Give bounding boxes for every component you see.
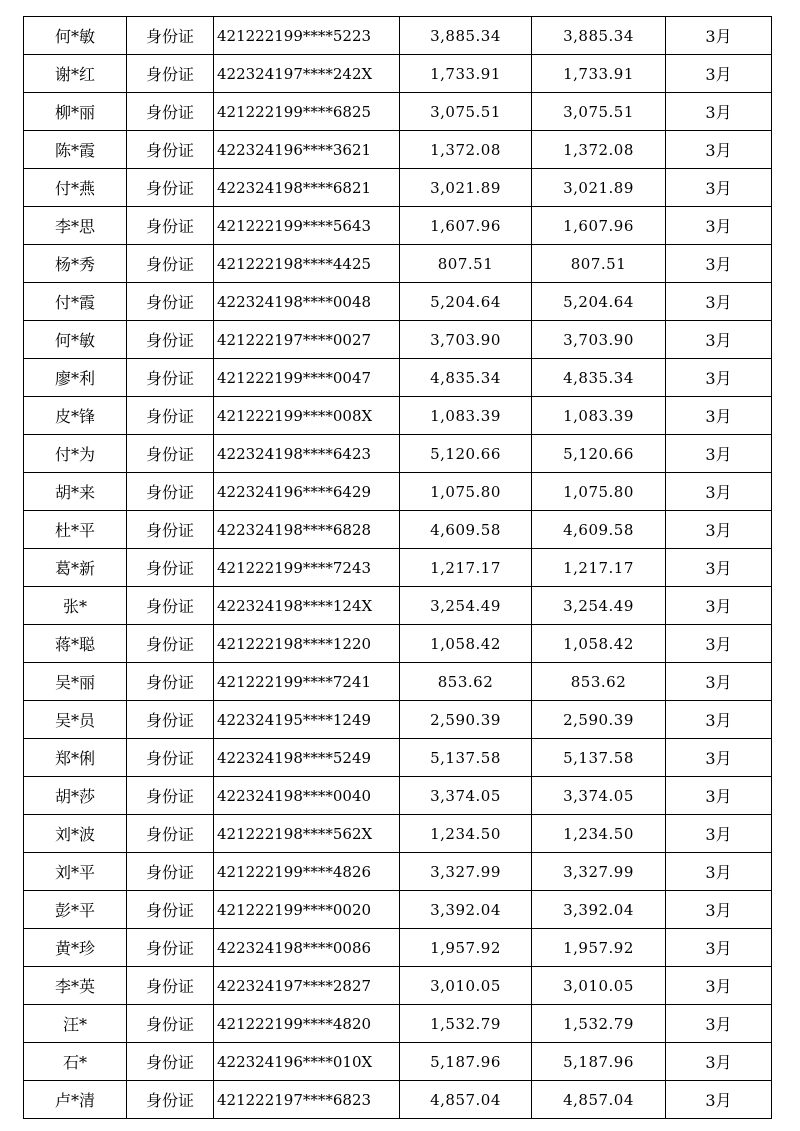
table-row	[24, 321, 772, 359]
cell-id-type: 身份证	[127, 435, 214, 473]
cell-id-number: 422324198****124X	[214, 587, 400, 625]
cell-month: 3月	[666, 815, 772, 853]
cell-id-type: 身份证	[127, 93, 214, 131]
cell-month: 3月	[666, 55, 772, 93]
cell-amount-1: 1,234.50	[400, 815, 532, 853]
cell-month: 3月	[666, 549, 772, 587]
cell-name: 何*敏	[24, 17, 127, 55]
table-row	[24, 587, 772, 625]
cell-name: 胡*来	[24, 473, 127, 511]
cell-id-type: 身份证	[127, 777, 214, 815]
table-row	[24, 131, 772, 169]
cell-amount-2: 1,217.17	[532, 549, 666, 587]
cell-id-number: 421222199****7243	[214, 549, 400, 587]
cell-amount-1: 807.51	[400, 245, 532, 283]
cell-id-number: 421222197****0027	[214, 321, 400, 359]
cell-id-type: 身份证	[127, 663, 214, 701]
table-row	[24, 93, 772, 131]
cell-amount-1: 1,217.17	[400, 549, 532, 587]
cell-amount-1: 1,372.08	[400, 131, 532, 169]
cell-amount-2: 2,590.39	[532, 701, 666, 739]
cell-month: 3月	[666, 511, 772, 549]
cell-id-number: 422324198****5249	[214, 739, 400, 777]
cell-month: 3月	[666, 283, 772, 321]
cell-id-number: 422324196****010X	[214, 1043, 400, 1081]
cell-amount-1: 4,609.58	[400, 511, 532, 549]
cell-amount-2: 1,733.91	[532, 55, 666, 93]
cell-id-type: 身份证	[127, 967, 214, 1005]
cell-amount-1: 3,885.34	[400, 17, 532, 55]
cell-amount-2: 3,374.05	[532, 777, 666, 815]
cell-month: 3月	[666, 1005, 772, 1043]
cell-name: 石*	[24, 1043, 127, 1081]
cell-amount-1: 3,327.99	[400, 853, 532, 891]
cell-name: 皮*锋	[24, 397, 127, 435]
cell-name: 付*霞	[24, 283, 127, 321]
cell-amount-1: 3,254.49	[400, 587, 532, 625]
cell-month: 3月	[666, 435, 772, 473]
cell-id-number: 421222199****0020	[214, 891, 400, 929]
table-row	[24, 1043, 772, 1081]
cell-amount-2: 3,703.90	[532, 321, 666, 359]
cell-month: 3月	[666, 777, 772, 815]
cell-month: 3月	[666, 663, 772, 701]
cell-id-number: 421222199****7241	[214, 663, 400, 701]
cell-id-type: 身份证	[127, 473, 214, 511]
cell-id-number: 422324197****242X	[214, 55, 400, 93]
cell-id-number: 422324195****1249	[214, 701, 400, 739]
cell-name: 何*敏	[24, 321, 127, 359]
cell-id-number: 421222199****4826	[214, 853, 400, 891]
cell-amount-2: 4,609.58	[532, 511, 666, 549]
cell-amount-1: 1,058.42	[400, 625, 532, 663]
cell-month: 3月	[666, 891, 772, 929]
cell-id-type: 身份证	[127, 549, 214, 587]
table-row	[24, 701, 772, 739]
table-row	[24, 473, 772, 511]
cell-id-number: 421222198****1220	[214, 625, 400, 663]
cell-name: 付*为	[24, 435, 127, 473]
cell-amount-2: 1,532.79	[532, 1005, 666, 1043]
table-row	[24, 891, 772, 929]
cell-amount-1: 3,374.05	[400, 777, 532, 815]
cell-name: 卢*清	[24, 1081, 127, 1119]
cell-amount-2: 1,058.42	[532, 625, 666, 663]
cell-id-type: 身份证	[127, 929, 214, 967]
cell-id-number: 421222198****562X	[214, 815, 400, 853]
table-row	[24, 169, 772, 207]
cell-name: 刘*平	[24, 853, 127, 891]
cell-amount-2: 4,857.04	[532, 1081, 666, 1119]
cell-amount-2: 3,327.99	[532, 853, 666, 891]
payment-table	[23, 16, 772, 1119]
cell-id-type: 身份证	[127, 397, 214, 435]
cell-amount-1: 5,187.96	[400, 1043, 532, 1081]
cell-amount-1: 4,857.04	[400, 1081, 532, 1119]
cell-amount-2: 3,075.51	[532, 93, 666, 131]
cell-amount-1: 3,021.89	[400, 169, 532, 207]
cell-month: 3月	[666, 245, 772, 283]
payment-table-body	[24, 17, 772, 1119]
cell-month: 3月	[666, 1043, 772, 1081]
cell-id-number: 422324198****6423	[214, 435, 400, 473]
cell-amount-2: 1,083.39	[532, 397, 666, 435]
cell-amount-1: 3,392.04	[400, 891, 532, 929]
cell-amount-1: 853.62	[400, 663, 532, 701]
cell-id-number: 421222199****6825	[214, 93, 400, 131]
table-row	[24, 815, 772, 853]
cell-month: 3月	[666, 321, 772, 359]
cell-month: 3月	[666, 207, 772, 245]
cell-name: 杜*平	[24, 511, 127, 549]
cell-amount-2: 5,204.64	[532, 283, 666, 321]
cell-month: 3月	[666, 169, 772, 207]
cell-id-type: 身份证	[127, 359, 214, 397]
cell-id-number: 421222199****008X	[214, 397, 400, 435]
cell-name: 柳*丽	[24, 93, 127, 131]
cell-name: 杨*秀	[24, 245, 127, 283]
cell-amount-1: 5,204.64	[400, 283, 532, 321]
cell-id-number: 422324198****0040	[214, 777, 400, 815]
table-row	[24, 359, 772, 397]
cell-id-type: 身份证	[127, 739, 214, 777]
table-row	[24, 1081, 772, 1119]
cell-amount-1: 5,137.58	[400, 739, 532, 777]
cell-id-number: 422324196****6429	[214, 473, 400, 511]
cell-amount-2: 3,392.04	[532, 891, 666, 929]
cell-id-type: 身份证	[127, 1005, 214, 1043]
cell-id-type: 身份证	[127, 1043, 214, 1081]
cell-name: 付*燕	[24, 169, 127, 207]
cell-amount-2: 1,075.80	[532, 473, 666, 511]
cell-amount-1: 4,835.34	[400, 359, 532, 397]
cell-id-type: 身份证	[127, 17, 214, 55]
cell-id-number: 421222199****0047	[214, 359, 400, 397]
cell-month: 3月	[666, 93, 772, 131]
table-row	[24, 967, 772, 1005]
cell-amount-2: 853.62	[532, 663, 666, 701]
cell-id-type: 身份证	[127, 625, 214, 663]
cell-id-type: 身份证	[127, 169, 214, 207]
cell-amount-1: 1,083.39	[400, 397, 532, 435]
cell-id-type: 身份证	[127, 55, 214, 93]
cell-id-number: 421222197****6823	[214, 1081, 400, 1119]
cell-month: 3月	[666, 739, 772, 777]
cell-name: 汪*	[24, 1005, 127, 1043]
cell-amount-1: 1,607.96	[400, 207, 532, 245]
cell-id-number: 422324196****3621	[214, 131, 400, 169]
cell-name: 胡*莎	[24, 777, 127, 815]
cell-id-type: 身份证	[127, 511, 214, 549]
table-row	[24, 511, 772, 549]
cell-amount-1: 3,075.51	[400, 93, 532, 131]
cell-name: 廖*利	[24, 359, 127, 397]
table-row	[24, 245, 772, 283]
cell-name: 吴*员	[24, 701, 127, 739]
cell-amount-2: 5,137.58	[532, 739, 666, 777]
cell-id-type: 身份证	[127, 587, 214, 625]
cell-month: 3月	[666, 967, 772, 1005]
cell-amount-1: 3,010.05	[400, 967, 532, 1005]
cell-amount-1: 2,590.39	[400, 701, 532, 739]
cell-amount-2: 3,254.49	[532, 587, 666, 625]
cell-name: 刘*波	[24, 815, 127, 853]
cell-amount-1: 1,532.79	[400, 1005, 532, 1043]
cell-id-type: 身份证	[127, 891, 214, 929]
cell-id-type: 身份证	[127, 207, 214, 245]
cell-amount-2: 1,957.92	[532, 929, 666, 967]
cell-month: 3月	[666, 131, 772, 169]
cell-amount-2: 5,120.66	[532, 435, 666, 473]
table-row	[24, 777, 772, 815]
cell-name: 李*英	[24, 967, 127, 1005]
cell-amount-2: 807.51	[532, 245, 666, 283]
cell-amount-1: 1,957.92	[400, 929, 532, 967]
cell-id-type: 身份证	[127, 283, 214, 321]
cell-id-number: 421222198****4425	[214, 245, 400, 283]
cell-name: 黄*珍	[24, 929, 127, 967]
cell-name: 郑*俐	[24, 739, 127, 777]
cell-amount-2: 4,835.34	[532, 359, 666, 397]
cell-amount-2: 5,187.96	[532, 1043, 666, 1081]
cell-id-number: 421222199****5643	[214, 207, 400, 245]
cell-id-number: 422324198****0086	[214, 929, 400, 967]
cell-id-number: 422324198****6821	[214, 169, 400, 207]
cell-id-type: 身份证	[127, 245, 214, 283]
cell-month: 3月	[666, 701, 772, 739]
table-row	[24, 625, 772, 663]
cell-amount-2: 3,885.34	[532, 17, 666, 55]
cell-id-number: 422324198****0048	[214, 283, 400, 321]
cell-amount-1: 3,703.90	[400, 321, 532, 359]
table-row	[24, 283, 772, 321]
cell-amount-2: 3,010.05	[532, 967, 666, 1005]
table-row	[24, 549, 772, 587]
table-row	[24, 853, 772, 891]
cell-month: 3月	[666, 625, 772, 663]
cell-id-number: 422324197****2827	[214, 967, 400, 1005]
cell-name: 李*思	[24, 207, 127, 245]
cell-month: 3月	[666, 853, 772, 891]
cell-name: 陈*霞	[24, 131, 127, 169]
cell-amount-2: 1,234.50	[532, 815, 666, 853]
cell-amount-1: 5,120.66	[400, 435, 532, 473]
cell-amount-2: 1,372.08	[532, 131, 666, 169]
cell-month: 3月	[666, 359, 772, 397]
table-row	[24, 435, 772, 473]
cell-id-type: 身份证	[127, 131, 214, 169]
table-row	[24, 397, 772, 435]
cell-id-type: 身份证	[127, 321, 214, 359]
table-row	[24, 663, 772, 701]
cell-month: 3月	[666, 587, 772, 625]
cell-id-type: 身份证	[127, 853, 214, 891]
cell-amount-1: 1,733.91	[400, 55, 532, 93]
cell-name: 张*	[24, 587, 127, 625]
table-row	[24, 1005, 772, 1043]
table-row	[24, 17, 772, 55]
cell-month: 3月	[666, 473, 772, 511]
cell-name: 彭*平	[24, 891, 127, 929]
cell-month: 3月	[666, 17, 772, 55]
cell-name: 吴*丽	[24, 663, 127, 701]
cell-month: 3月	[666, 929, 772, 967]
cell-id-type: 身份证	[127, 701, 214, 739]
cell-name: 蒋*聪	[24, 625, 127, 663]
cell-name: 葛*新	[24, 549, 127, 587]
cell-id-number: 422324198****6828	[214, 511, 400, 549]
cell-name: 谢*红	[24, 55, 127, 93]
cell-amount-2: 1,607.96	[532, 207, 666, 245]
table-row	[24, 55, 772, 93]
cell-month: 3月	[666, 397, 772, 435]
cell-id-number: 421222199****4820	[214, 1005, 400, 1043]
cell-amount-2: 3,021.89	[532, 169, 666, 207]
cell-amount-1: 1,075.80	[400, 473, 532, 511]
cell-month: 3月	[666, 1081, 772, 1119]
cell-id-number: 421222199****5223	[214, 17, 400, 55]
table-row	[24, 207, 772, 245]
cell-id-type: 身份证	[127, 815, 214, 853]
table-row	[24, 739, 772, 777]
cell-id-type: 身份证	[127, 1081, 214, 1119]
table-row	[24, 929, 772, 967]
